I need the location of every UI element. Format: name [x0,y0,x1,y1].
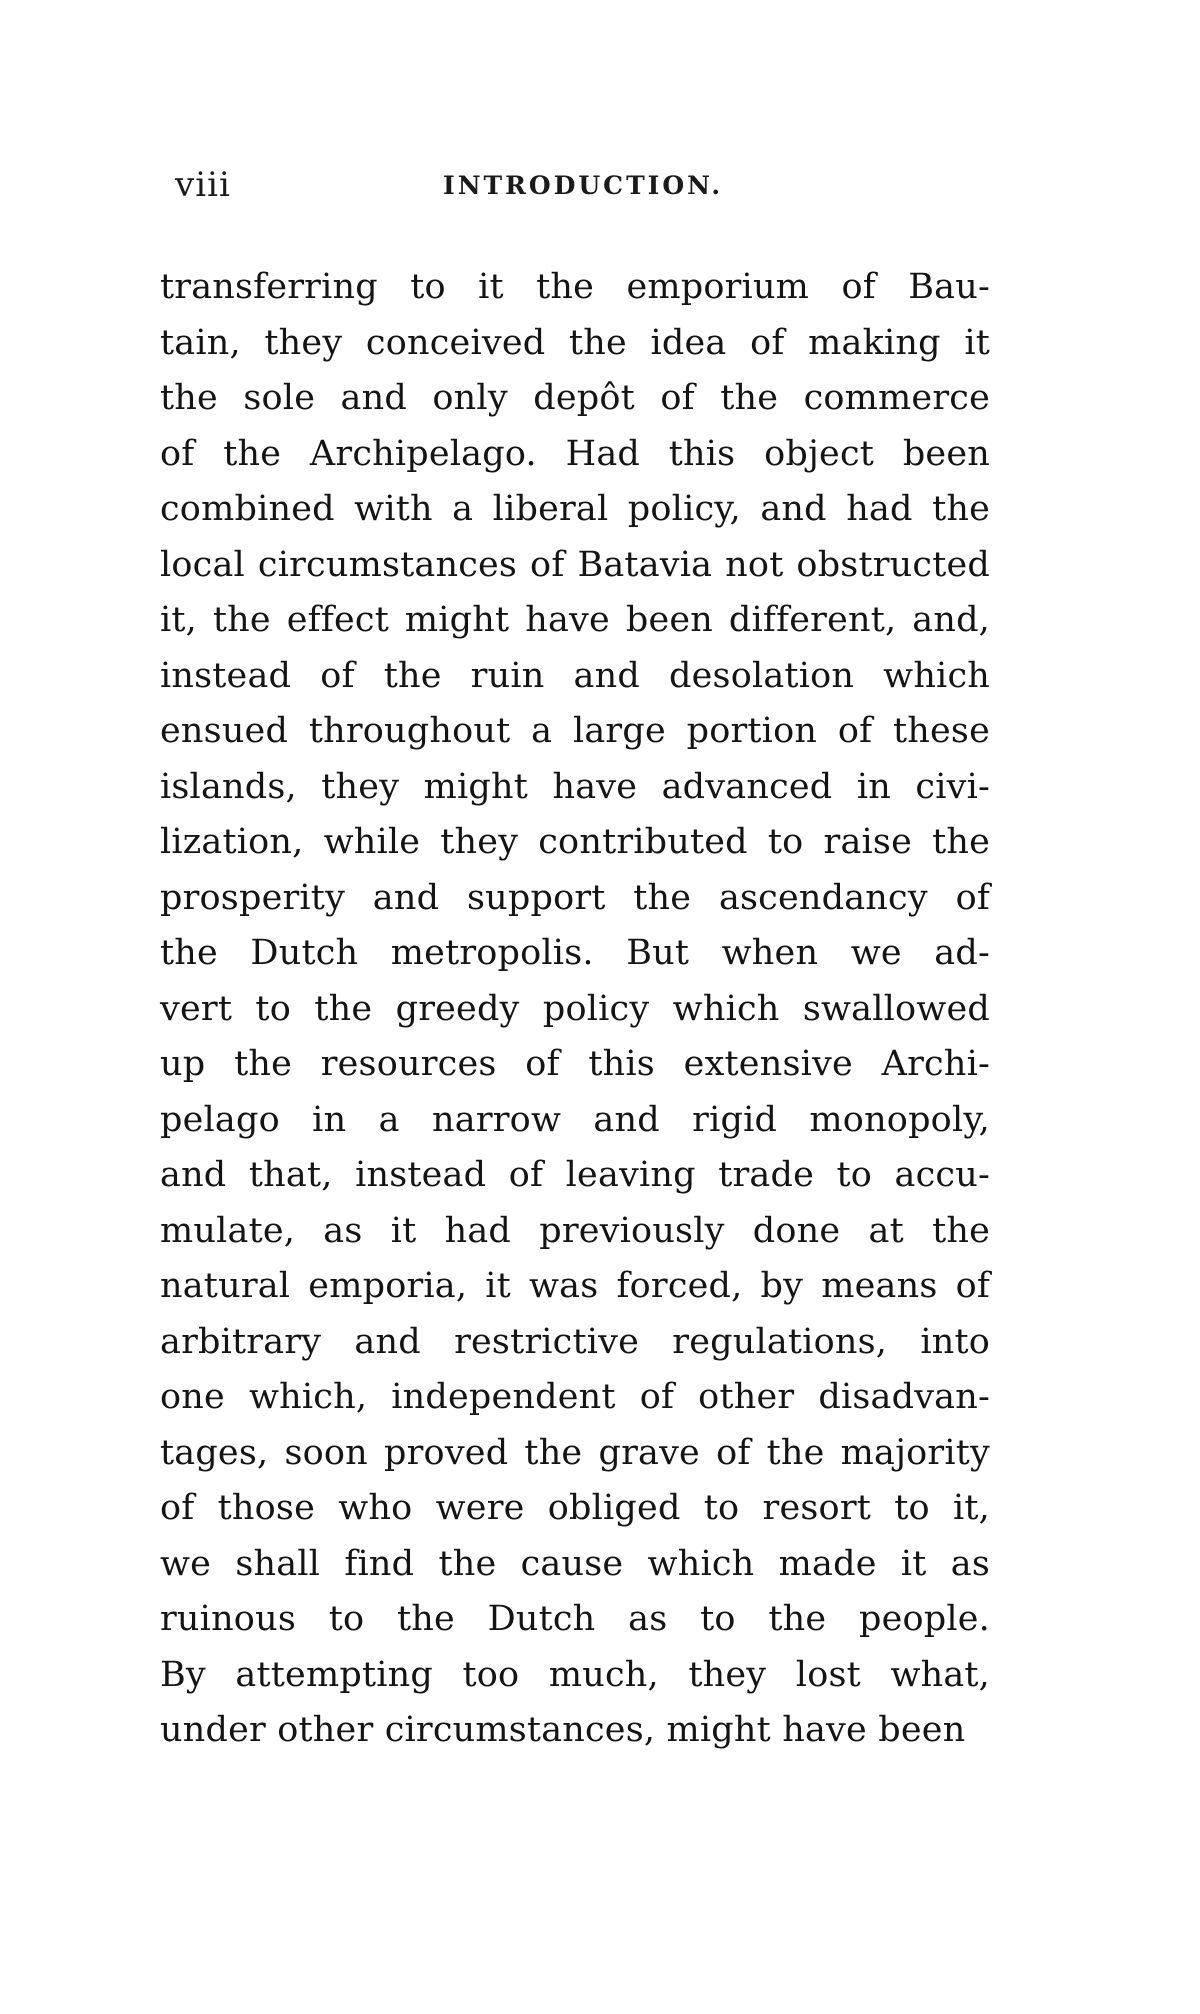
text-line: the sole and only depôt of the commerce [160,378,990,418]
text-line: vert to the greedy policy which swallowed [160,988,990,1029]
text-line: islands, they might have advanced in civi- [160,766,990,807]
text-line: local circumstances of Batavia not obstructed [160,544,990,585]
text-line: tain, they conceived the idea of making it [160,322,990,363]
text-line: arbitrary and restrictive regulations, into [160,1321,990,1362]
text-line: combined with a liberal policy, and had the [160,489,990,529]
text-line: one which, independent of other disadvan- [160,1377,990,1417]
page-header [175,165,1015,215]
text-line: natural emporia, it was forced, by means of [160,1266,990,1306]
text-line: tages, soon proved the grave of the majority [160,1432,990,1473]
running-head: INTRODUCTION. [443,171,724,200]
text-line: and that, instead of leaving trade to accu- [160,1155,990,1195]
text-line: of those who were obliged to resort to it, [160,1488,990,1528]
page-number: viii [175,165,231,205]
text-line: ensued throughout a large portion of these [160,711,990,751]
body-text [160,260,990,1759]
text-line: of the Archipelago. Had this object been [160,433,990,474]
text-line: ruinous to the Dutch as to the people. [160,1599,990,1639]
text-line: up the resources of this extensive Archi- [160,1044,990,1084]
text-line: instead of the ruin and desolation which [160,655,990,696]
text-line: it, the effect might have been different, and, [160,600,990,640]
text-line: lization, while they contributed to raise the [160,822,990,862]
text-line: the Dutch metropolis. But when we ad- [160,933,990,973]
text-line: under other circumstances, might have been [160,1710,966,1750]
text-line: pelago in a narrow and rigid monopoly, [160,1099,990,1140]
text-line: we shall find the cause which made it as [160,1543,990,1584]
text-line: mulate, as it had previously done at the [160,1210,990,1251]
text-line: prosperity and support the ascendancy of [160,877,990,918]
text-line: transferring to it the emporium of Bau- [160,267,990,307]
text-line: By attempting too much, they lost what, [160,1654,990,1695]
